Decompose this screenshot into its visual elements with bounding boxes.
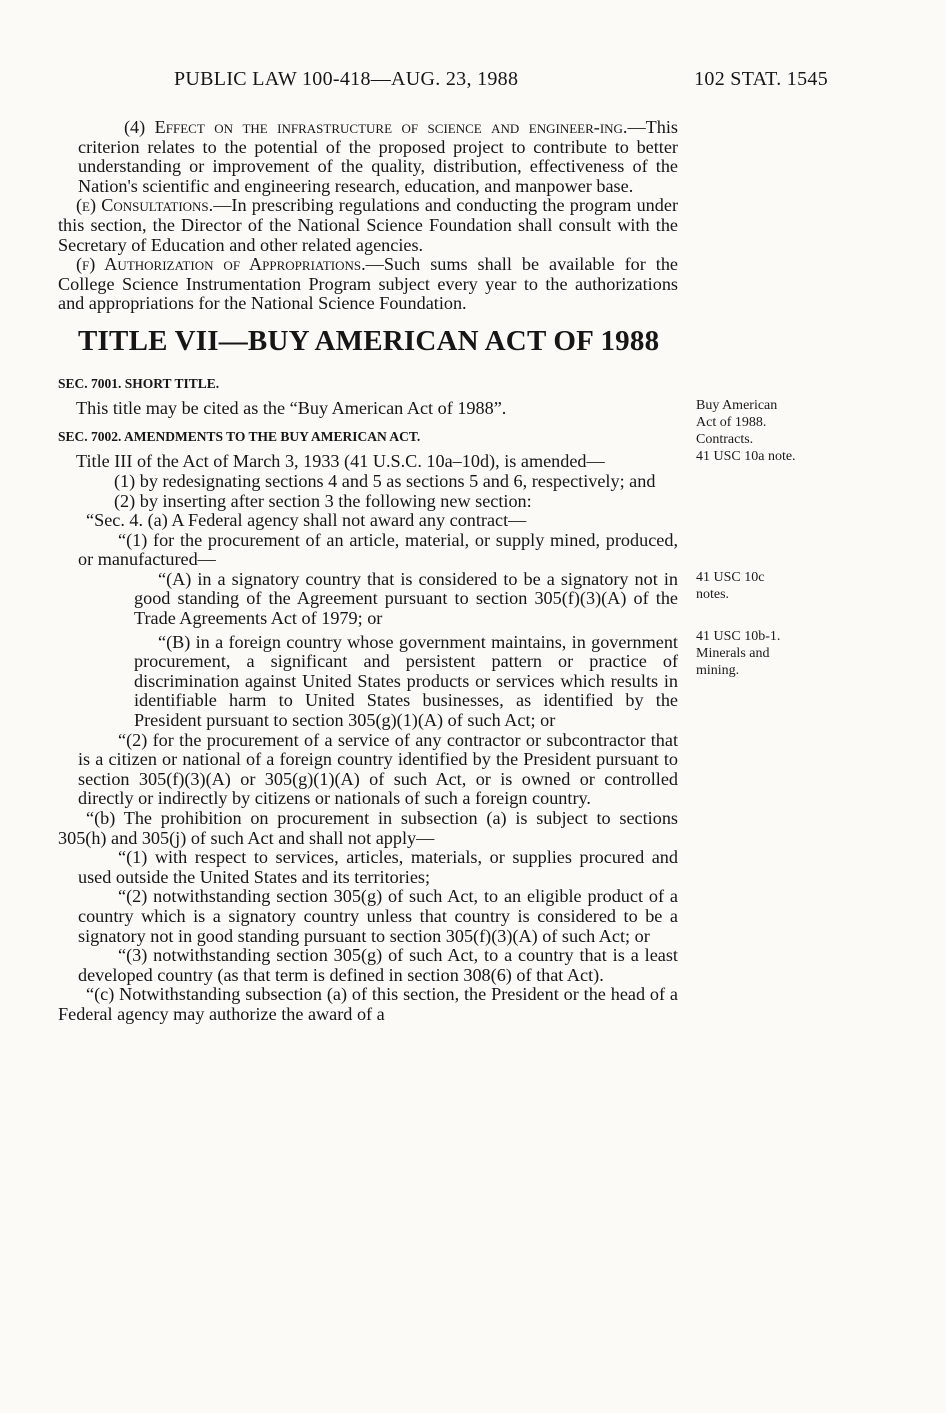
text-f: —Such sums shall be available for the College Science Instrumentation Program subject every year to the authorizations and appropriations for the National Science Foundation. <box>58 254 678 314</box>
heading-e: (e) Consultations. <box>76 195 214 216</box>
running-title: PUBLIC LAW 100-418—AUG. 23, 1988 <box>174 68 519 90</box>
margin-note-10b1 <box>696 628 831 679</box>
subsection-a2: “(2) for the procurement of a service of any contractor or subcontractor that is a citizen or national of a foreign country identified by the President pursuant to section 305(f)(3)(A) or 305(g)(1)(A) of such Act, or is owned or controlled directly or indirectly by citizens or nationals of such a foreign country. <box>78 729 678 809</box>
margin-note-line: 41 USC 10a note. <box>696 449 796 464</box>
section-7002-heading: SEC. 7002. AMENDMENTS TO THE BUY AMERICAN ACT. <box>58 428 421 444</box>
text-e: —In prescribing regulations and conducting the program under this section, the Director of the National Science Foundation shall consult with the Secretary of Education and other related agencies. <box>58 195 678 255</box>
heading-f: (f) Authorization of Appropriations. <box>76 254 366 275</box>
new-section-4a: “Sec. 4. (a) A Federal agency shall not award any contract— <box>86 510 527 531</box>
subparagraph-aB: “(B) in a foreign country whose government maintains, in government procurement, a significant and persistent pattern or practice of discrimination against United States products or services which results in identifiable harm to United States businesses, as identified by the President pursuant to section 305(g)(1)(A) of such Act; or <box>134 631 678 731</box>
subparagraph-aA: “(A) in a signatory country that is considered to be a signatory not in good standing of the Agreement pursuant to section 305(f)(3)(A) of the Trade Agreements Act of 1979; or <box>134 568 678 629</box>
title-heading: TITLE VII—BUY AMERICAN ACT OF 1988 <box>78 324 660 357</box>
stat-page-number: 102 STAT. 1545 <box>694 68 828 90</box>
margin-note-10c <box>696 569 831 603</box>
subsection-a1: “(1) for the procurement of an article, material, or supply mined, produced, or manufactured— <box>78 529 678 570</box>
margin-note-line: Act of 1988. <box>696 415 767 430</box>
margin-note-line: mining. <box>696 663 740 678</box>
text-d4: —This criterion relates to the potential of the proposed project to contribute to better understanding or improvement of the quality, distribution, effectiveness of the Nation's scientific and engineering research, education, and manpower base. <box>78 117 678 196</box>
page-header <box>58 68 828 96</box>
paragraph-e <box>58 196 678 255</box>
subsection-b: “(b) The prohibition on procurement in subsection (a) is subject to sections 305(h) and 305(j) of such Act and shall not apply— <box>58 808 678 848</box>
margin-note-buy-american <box>696 397 831 465</box>
subsection-b1: “(1) with respect to services, articles, materials, or supplies procured and used outside the United States and its territories; <box>78 847 678 887</box>
section-7001-heading: SEC. 7001. SHORT TITLE. <box>58 375 220 391</box>
section-7001-text: This title may be cited as the “Buy American Act of 1988”. <box>76 398 507 419</box>
subsection-b2: “(2) notwithstanding section 305(g) of such Act, to an eligible product of a country which is a signatory country unless that country is considered to be a signatory not in good standing pursuant to section 305(f)(3)(A) of such Act; or <box>78 886 678 946</box>
paragraph-f <box>58 255 678 314</box>
margin-note-line: notes. <box>696 587 730 602</box>
margin-note-line: Minerals and <box>696 646 770 661</box>
subsection-c: “(c) Notwithstanding subsection (a) of this section, the President or the head of a Federal agency may authorize the award of a <box>58 984 678 1024</box>
main-text-column <box>58 118 678 1025</box>
subsection-b3: “(3) notwithstanding section 305(g) of such Act, to a country that is a least developed country (as that term is defined in section 308(6) of that Act). <box>78 945 678 985</box>
margin-note-line: Buy American <box>696 398 778 413</box>
margin-note-line: 41 USC 10c <box>696 570 765 585</box>
margin-note-line: Contracts. <box>696 432 754 447</box>
amendment-2: (2) by inserting after section 3 the following new section: <box>114 490 532 511</box>
heading-d4: (4) Effect on the infrastructure of science and engineer-ing. <box>124 117 628 137</box>
margin-note-line: 41 USC 10b-1. <box>696 629 781 644</box>
section-7002-intro: Title III of the Act of March 3, 1933 (41 U.S.C. 10a–10d), is amended— <box>76 451 605 472</box>
amendment-1: (1) by redesignating sections 4 and 5 as sections 5 and 6, respectively; and <box>114 470 656 491</box>
paragraph-d4 <box>58 118 678 196</box>
